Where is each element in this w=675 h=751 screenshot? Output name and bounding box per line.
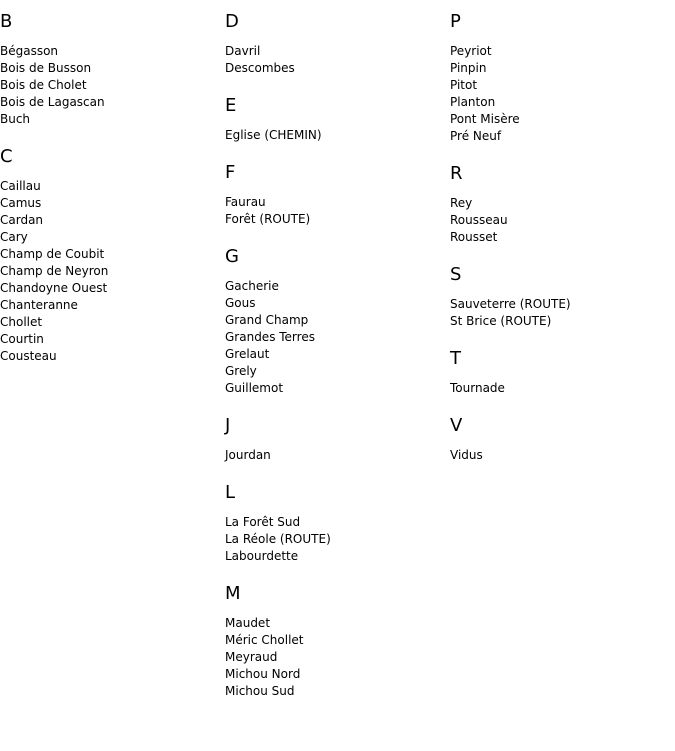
index-column: [450, 11, 670, 482]
section-letter-heading: G: [225, 246, 239, 267]
list-item: Bégasson: [0, 44, 59, 58]
list-item: Michou Nord: [225, 667, 301, 681]
index-column: [225, 11, 445, 718]
letter-section: [225, 11, 445, 77]
list-item: La Réole (ROUTE): [225, 532, 331, 546]
list-item: Cousteau: [0, 349, 57, 363]
list-item: Camus: [0, 196, 42, 210]
name-list: [225, 447, 445, 464]
list-item: Pitot: [450, 78, 478, 92]
name-list: [225, 514, 445, 565]
section-letter-heading: E: [225, 95, 237, 116]
list-item: Chanteranne: [0, 298, 78, 312]
list-item: Meyraud: [225, 650, 278, 664]
letter-section: [450, 348, 670, 397]
list-item: Michou Sud: [225, 684, 295, 698]
name-list: [0, 178, 220, 365]
list-item: Pré Neuf: [450, 129, 502, 143]
letter-section: [225, 482, 445, 565]
list-item: Pont Misère: [450, 112, 520, 126]
list-item: Grely: [225, 364, 257, 378]
section-letter-heading: T: [450, 348, 461, 369]
list-item: Chandoyne Ouest: [0, 281, 108, 295]
letter-section: [0, 146, 220, 365]
name-list: [225, 278, 445, 397]
list-item: St Brice (ROUTE): [450, 314, 552, 328]
section-letter-heading: C: [0, 146, 13, 167]
name-list: [225, 43, 445, 77]
list-item: Maudet: [225, 616, 271, 630]
section-letter-heading: V: [450, 415, 463, 436]
list-item: Tournade: [450, 381, 505, 395]
index-column: [0, 11, 220, 383]
letter-section: [450, 163, 670, 246]
name-list: [450, 447, 670, 464]
letter-section: [225, 246, 445, 397]
list-item: Descombes: [225, 61, 295, 75]
name-list: [0, 43, 220, 128]
list-item: Jourdan: [225, 448, 271, 462]
list-item: Guillemot: [225, 381, 284, 395]
list-item: Champ de Coubit: [0, 247, 105, 261]
section-letter-heading: P: [450, 11, 461, 32]
list-item: Gous: [225, 296, 256, 310]
letter-section: [450, 264, 670, 330]
list-item: Cary: [0, 230, 28, 244]
section-letter-heading: L: [225, 482, 236, 503]
list-item: Chollet: [0, 315, 43, 329]
list-item: Buch: [0, 112, 31, 126]
list-item: Rousset: [450, 230, 498, 244]
name-list: [225, 127, 445, 144]
list-item: Cardan: [0, 213, 44, 227]
section-letter-heading: B: [0, 11, 13, 32]
section-letter-heading: D: [225, 11, 239, 32]
list-item: Champ de Neyron: [0, 264, 109, 278]
section-letter-heading: M: [225, 583, 241, 604]
list-item: Gacherie: [225, 279, 279, 293]
name-list: [225, 194, 445, 228]
list-item: Grand Champ: [225, 313, 309, 327]
list-item: Sauveterre (ROUTE): [450, 297, 571, 311]
list-item: Caillau: [0, 179, 41, 193]
list-item: Grandes Terres: [225, 330, 315, 344]
list-item: Méric Chollet: [225, 633, 304, 647]
letter-section: [450, 415, 670, 464]
name-list: [225, 615, 445, 700]
list-item: Vidus: [450, 448, 483, 462]
list-item: Pinpin: [450, 61, 487, 75]
list-item: Eglise (CHEMIN): [225, 128, 322, 142]
section-letter-heading: F: [225, 162, 236, 183]
list-item: Bois de Cholet: [0, 78, 87, 92]
list-item: La Forêt Sud: [225, 515, 301, 529]
name-list: [450, 43, 670, 145]
letter-section: [225, 415, 445, 464]
section-letter-heading: S: [450, 264, 462, 285]
list-item: Davril: [225, 44, 261, 58]
letter-section: [225, 95, 445, 144]
list-item: Faurau: [225, 195, 266, 209]
list-item: Forêt (ROUTE): [225, 212, 311, 226]
list-item: Rey: [450, 196, 473, 210]
letter-section: [0, 11, 220, 128]
list-item: Bois de Busson: [0, 61, 92, 75]
name-list: [450, 380, 670, 397]
list-item: Labourdette: [225, 549, 299, 563]
list-item: Bois de Lagascan: [0, 95, 105, 109]
letter-section: [225, 583, 445, 700]
list-item: Rousseau: [450, 213, 508, 227]
section-letter-heading: R: [450, 163, 463, 184]
name-list: [450, 296, 670, 330]
name-list: [450, 195, 670, 246]
list-item: Peyriot: [450, 44, 492, 58]
list-item: Grelaut: [225, 347, 270, 361]
list-item: Planton: [450, 95, 496, 109]
list-item: Courtin: [0, 332, 44, 346]
letter-section: [450, 11, 670, 145]
letter-section: [225, 162, 445, 228]
section-letter-heading: J: [225, 415, 231, 436]
